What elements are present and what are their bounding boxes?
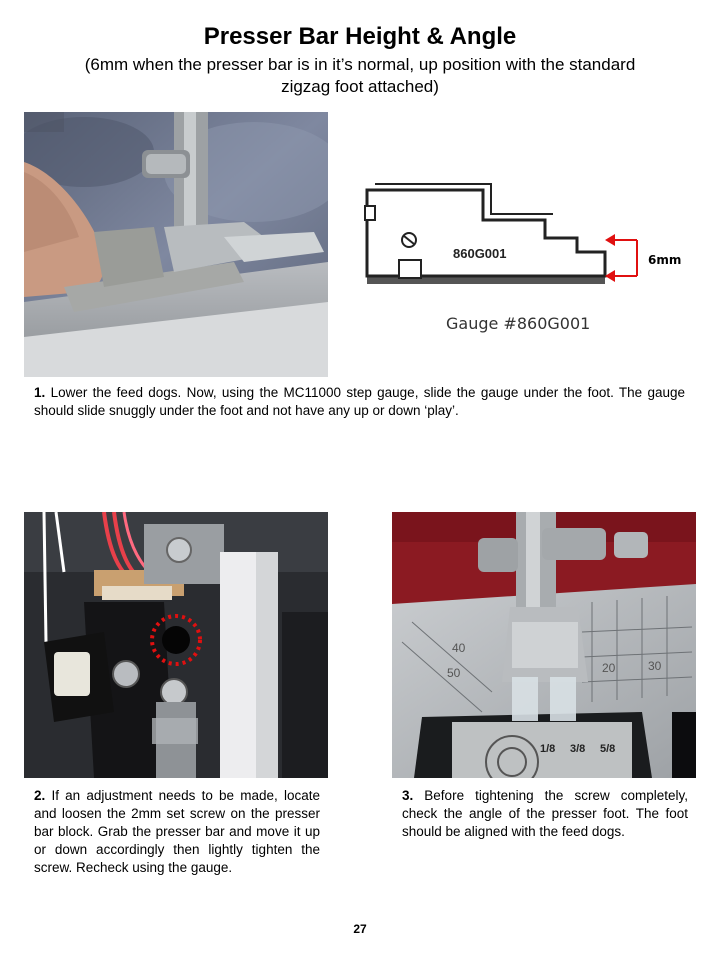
plate-mark: 3/8 <box>570 743 586 755</box>
step-number: 2. <box>34 788 46 803</box>
step-number: 3. <box>402 788 414 803</box>
plate-mark: 50 <box>447 666 461 680</box>
page-subtitle: (6mm when the presser bar is in it’s normal, up position with the standard zigzag foot attached) <box>84 55 636 96</box>
gauge-dimension-label: 6mm <box>648 253 682 267</box>
gauge-diagram <box>355 180 695 290</box>
gauge-name: Gauge #860G001 <box>446 314 591 333</box>
photo-gauge-under-foot <box>24 112 328 377</box>
plate-mark: 5/8 <box>600 743 616 755</box>
step-2-caption <box>34 787 320 877</box>
step-3-caption <box>402 787 688 841</box>
plate-mark: 30 <box>648 659 662 673</box>
step-1-caption <box>34 384 685 420</box>
step-text: Before tightening the screw completely, check the angle of the presser foot. The foot should be aligned with the feed dogs. <box>402 788 688 839</box>
step-number: 1. <box>34 385 46 400</box>
page-title: Presser Bar Height & Angle <box>203 23 517 50</box>
plate-mark: 40 <box>452 641 466 655</box>
photo-foot-alignment <box>392 512 696 778</box>
step-text: Lower the feed dogs. Now, using the MC11000 step gauge, slide the gauge under the foot. The gauge should slide snuggly under the foot and not have any up or down ‘play’. <box>34 385 685 418</box>
step-text: If an adjustment needs to be made, locate and loosen the 2mm set screw on the presser bar block. Grab the presser bar and move it up or down accordingly then lightly tighten the screw. Recheck using the gauge. <box>34 788 320 875</box>
photo-presser-bar-block <box>24 512 328 778</box>
plate-mark: 20 <box>602 661 616 675</box>
gauge-part-code: 860G001 <box>453 246 507 261</box>
page-number: 27 <box>353 922 367 936</box>
plate-mark: 1/8 <box>540 743 556 755</box>
